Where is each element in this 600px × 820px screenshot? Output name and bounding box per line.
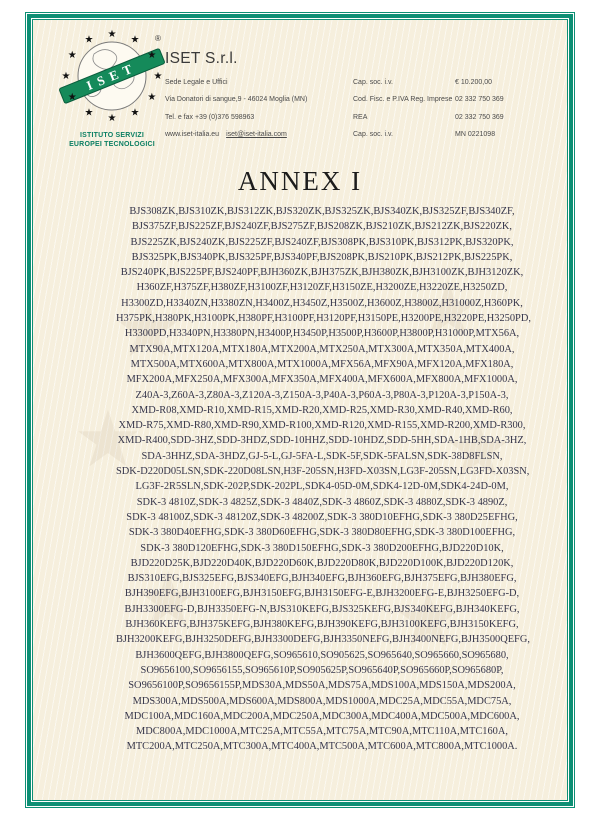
model-number-line: MTC200A,MTC250A,MTC300A,MTC400A,MTC500A,MTC600A,MTC800A,MTC1000A. <box>126 741 518 753</box>
svg-text:★: ★ <box>153 71 163 82</box>
info-label-capital-2: Cap. soc. i.v. <box>353 130 393 138</box>
model-number-line: H3300ZD,H3340ZN,H3380ZN,H3400Z,H3450Z,H3500Z,H3600Z,H3800Z,H31000Z,H360PK, <box>121 297 523 309</box>
model-number-line: BJS308ZK,BJS310ZK,BJS312ZK,BJS320ZK,BJS325ZK,BJS340ZK,BJS325ZF,BJS340ZF, <box>129 206 515 217</box>
model-number-line: BJS240PK,BJS225PF,BJS240PF,BJH360ZK,BJH375ZK,BJH380ZK,BJH3100ZK,BJH3120ZK, <box>120 267 524 279</box>
model-number-line: SDK-D220D05LSN,SDK-220D08LSN,H3F-205SN,H3FD-X03SN,LG3F-205SN,LG3FD-X03SN, <box>116 466 530 478</box>
model-number-line: XMD-R75,XMD-R80,XMD-R90,XMD-R100,XMD-R120,XMD-R155,XMD-R200,XMD-R300, <box>118 420 526 432</box>
model-number-line: SDK-3 380D120EFHG,SDK-3 380D150EFHG,SDK-3 380D200EFHG,BJD220D10K, <box>140 542 504 554</box>
model-number-line: BJH3300EFG-D,BJH3350EFG-N,BJS310KEFG,BJS325KEFG,BJS340KEFG,BJH340KEFG, <box>124 603 520 615</box>
watermark-star: ★ <box>393 575 463 663</box>
model-number-line: BJS310EFG,BJS325EFG,BJS340EFG,BJH340EFG,BJH360EFG,BJH375EFG,BJH380EFG, <box>127 573 517 585</box>
info-row <box>165 131 540 148</box>
model-number-line: SO9656100,SO9656155,SO965610P,SO905625P,SO965640P,SO965660P,SO965680P, <box>140 664 504 676</box>
model-number-line: BJH360KEFG,BJH375KEFG,BJH380KEFG,BJH390KEFG,BJH3100KEFG,BJH3150KEFG, <box>125 619 519 631</box>
email-link[interactable]: iset@iset-italia.com <box>226 130 287 138</box>
info-label-capital: Cap. soc. i.v. <box>353 79 393 86</box>
svg-text:★: ★ <box>147 92 157 103</box>
watermark-star: ★ <box>73 395 143 483</box>
website-text: www.iset-italia.eu <box>165 130 220 138</box>
model-number-line: XMD-R08,XMD-R10,XMD-R15,XMD-R20,XMD-R25,XMD-R30,XMD-R40,XMD-R60, <box>131 404 513 416</box>
company-name: ISET S.r.l. <box>165 50 238 67</box>
info-row <box>165 114 540 131</box>
model-number-line: BJH390EFG,BJH3100EFG,BJH3150EFG,BJH3150EFG-E,BJH3200EFG-E,BJH3250EFG-D, <box>124 588 520 600</box>
svg-text:★: ★ <box>147 50 157 61</box>
info-row <box>165 96 540 113</box>
info-value-rea: 02 332 750 369 <box>455 113 504 121</box>
watermark-star: ★ <box>113 285 183 373</box>
model-number-line: BJD220D25K,BJD220D40K,BJD220D60K,BJD220D80K,BJD220D100K,BJD220D120K, <box>130 557 514 569</box>
iset-logo <box>48 28 176 149</box>
model-number-line: BJS375ZF,BJS225ZF,BJS240ZF,BJS275ZF,BJS208ZK,BJS210ZK,BJS212ZK,BJS220ZK, <box>131 221 513 233</box>
model-number-line: LG3F-2R5SLN,SDK-202P,SDK-202PL,SDK4-05D-0M,SDK4-12D-0M,SDK4-24D-0M, <box>135 481 509 493</box>
info-value-registration: MN 0221098 <box>455 130 496 138</box>
model-number-line: SDK-3 380D40EFHG,SDK-3 380D60EFHG,SDK-3 380D80EFHG,SDK-3 380D100EFHG, <box>128 527 516 539</box>
svg-text:★: ★ <box>84 107 94 119</box>
info-value-address: Via Donatori di sangue,9 - 46024 Moglia (MN) <box>165 96 308 104</box>
svg-text:★: ★ <box>130 107 140 119</box>
model-number-line: SDA-3HHZ,SDA-3HDZ,GJ-5-L,GJ-5FA-L,SDK-5F,SDK-5FALSN,SDK-38D8FLSN, <box>141 450 503 462</box>
model-number-line: SO9656100P,SO9656155P,MDS30A,MDS50A,MDS75A,MDS100A,MDS150A,MDS200A, <box>128 680 516 692</box>
svg-text:★: ★ <box>61 71 71 82</box>
model-number-line: MFX200A,MFX250A,MFX300A,MFX350A,MFX400A,MFX600A,MFX800A,MFX1000A, <box>126 374 518 386</box>
company-info-block <box>165 79 540 148</box>
institute-name-line1: ISTITUTO SERVIZI <box>79 132 144 139</box>
globe-stars-logo-icon <box>54 28 170 124</box>
info-label-address-title: Sede Legale e Uffici <box>165 79 228 86</box>
svg-text:★: ★ <box>67 50 77 61</box>
info-label-rea: REA <box>353 113 368 121</box>
info-value-phone: Tel. e fax +39 (0)376 598963 <box>165 113 255 121</box>
model-number-line: MTX500A,MTX600A,MTX800A,MTX1000A,MFX56A,MFX90A,MFX120A,MFX180A, <box>130 358 514 370</box>
watermark-star: ★ <box>443 405 513 493</box>
info-value-fiscal-code: 02 332 750 369 <box>455 96 504 104</box>
model-number-line: SDK-3 48100Z,SDK-3 48120Z,SDK-3 48200Z,SDK-3 380D10EFHG,SDK-3 380D25EFHG, <box>126 511 518 523</box>
model-number-line: MTX90A,MTX120A,MTX180A,MTX200A,MTX250A,MTX300A,MTX350A,MTX400A, <box>129 343 515 355</box>
institute-name-line2: EUROPEI TECNOLOGICI <box>69 141 155 148</box>
website-and-email <box>165 131 353 138</box>
model-number-line: MDS300A,MDS500A,MDS600A,MDS800A,MDS1000A,MDC25A,MDC55A,MDC75A, <box>132 695 512 707</box>
model-number-line: SDK-3 4810Z,SDK-3 4825Z,SDK-3 4840Z,SDK-3 4860Z,SDK-3 4880Z,SDK-3 4890Z, <box>136 496 508 508</box>
model-number-line: H375PK,H380PK,H3100PK,H380PF,H3100PF,H3120PF,H3150PE,H3200PE,H3220PE,H3250PD, <box>116 313 531 325</box>
svg-text:★: ★ <box>130 34 140 46</box>
registered-trademark-icon: ® <box>155 34 161 43</box>
svg-text:★: ★ <box>107 113 117 124</box>
watermark-star: ★ <box>133 555 203 643</box>
iset-banner-text: ISET <box>84 58 140 94</box>
model-number-line: BJS225ZK,BJS240ZK,BJS225ZF,BJS240ZF,BJS308PK,BJS310PK,BJS312PK,BJS320PK, <box>130 236 514 248</box>
model-number-line: MDC100A,MDC160A,MDC200A,MDC250A,MDC300A,MDC400A,MDC500A,MDC600A, <box>124 710 520 722</box>
annex-title: ANNEX I <box>237 166 363 196</box>
info-label-fiscal-code: Cod. Fisc. e P.IVA Reg. Imprese <box>353 96 453 104</box>
model-number-line: BJH3600QEFG,BJH3800QEFG,SO965610,SO905625,SO965640,SO965660,SO965680, <box>135 649 509 661</box>
model-number-line: H3300PD,H3340PN,H3380PN,H3400P,H3450P,H3500P,H3600P,H3800P,H31000P,MTX56A, <box>124 328 520 340</box>
svg-text:★: ★ <box>107 29 117 40</box>
model-number-line: BJH3200KEFG,BJH3250DEFG,BJH3300DEFG,BJH3350NEFG,BJH3400NEFG,BJH3500QEFG, <box>116 634 530 646</box>
model-number-line: Z40A-3,Z60A-3,Z80A-3,Z120A-3,Z150A-3,P40A-3,P60A-3,P80A-3,P120A-3,P150A-3, <box>135 389 509 401</box>
info-value-capital: € 10.200,00 <box>455 79 492 86</box>
svg-text:★: ★ <box>84 34 94 46</box>
institute-name <box>48 131 176 149</box>
model-number-line: H360ZF,H375ZF,H380ZF,H3100ZF,H3120ZF,H3150ZE,H3200ZE,H3220ZE,H3250ZD, <box>136 282 508 294</box>
model-number-line: BJS325PK,BJS340PK,BJS325PF,BJS340PF,BJS208PK,BJS210PK,BJS212PK,BJS225PK, <box>131 251 513 263</box>
model-number-list <box>116 204 531 755</box>
model-number-line: MDC800A,MDC1000A,MTC25A,MTC55A,MTC75A,MTC90A,MTC110A,MTC160A, <box>136 726 508 738</box>
model-number-line: XMD-R400,SDD-3HZ,SDD-3HDZ,SDD-10HHZ,SDD-10HDZ,SDD-5HH,SDA-1HB,SDA-3HZ, <box>117 435 527 447</box>
svg-text:★: ★ <box>67 92 77 103</box>
info-row <box>165 79 540 96</box>
watermark-star: ★ <box>413 265 483 353</box>
